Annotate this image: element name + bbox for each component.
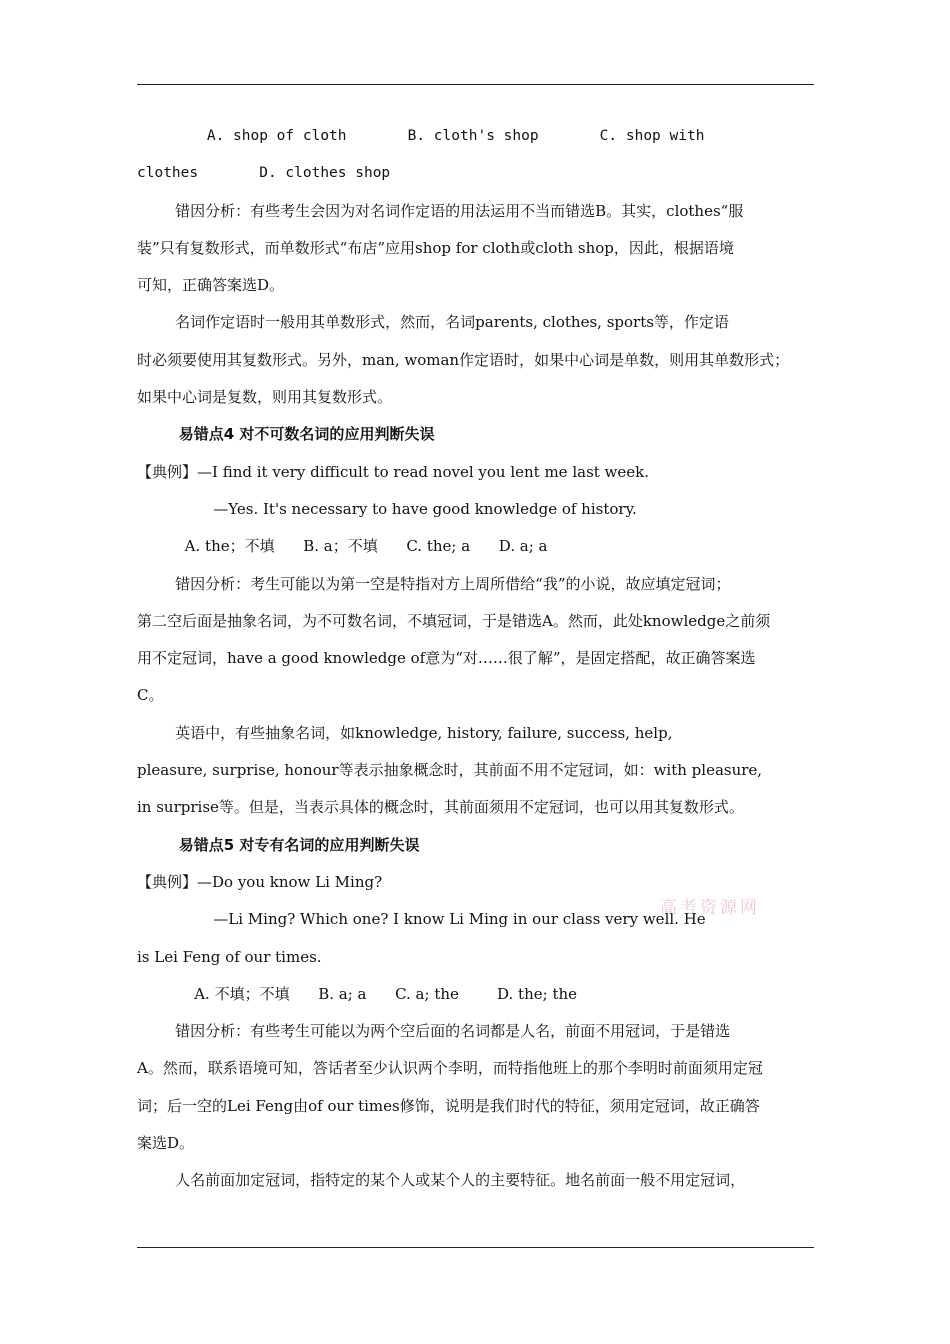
paragraph-line: pleasure, surprise, honour等表示抽象概念时，其前面不用不定冠词，如：with pleasure, <box>137 761 763 780</box>
example-line: —Yes. It's necessary to have good knowledge of history. <box>137 499 637 518</box>
paragraph-line: 错因分析：考生可能以为第一空是特指对方上周所借给“我”的小说，故应填定冠词； <box>137 574 731 593</box>
paragraph-line: in surprise等。但是，当表示具体的概念时，其前面须用不定冠词，也可以用其复数形式。 <box>137 798 744 817</box>
section-heading: 易错点5 对专有名词的应用判断失误 <box>137 835 420 854</box>
paragraph-line: 时必须要使用其复数形式。另外，man, woman作定语时，如果中心词是单数，则用其单数形式； <box>137 350 790 369</box>
paragraph-line: A。然而，联系语境可知，答话者至少认识两个李明，而特指他班上的那个李明时前面须用定冠 <box>137 1059 763 1078</box>
paragraph-line: 词；后一空的Lei Feng由of our times修饰，说明是我们时代的特征，须用定冠词，故正确答 <box>137 1096 760 1115</box>
section-heading: 易错点4 对不可数名词的应用判断失误 <box>137 425 435 444</box>
options-line: A. 不填；不填 B. a; a C. a; the D. the; the <box>137 984 578 1003</box>
example-line: 【典例】—Do you know Li Ming? <box>137 872 383 891</box>
paragraph-line: 英语中，有些抽象名词，如knowledge, history, failure, success, help, <box>137 723 673 742</box>
example-line: —Li Ming? Which one? I know Li Ming in our class very well. He <box>137 910 706 929</box>
paragraph-line: 用不定冠词，have a good knowledge of意为“对……很了解”，是固定搭配，故正确答案选 <box>137 649 756 668</box>
paragraph-line: 装”只有复数形式，而单数形式“布店”应用shop for cloth或cloth shop，因此，根据语境 <box>137 238 734 257</box>
options-line: clothes D. clothes shop <box>137 165 391 182</box>
footer-rule <box>137 1247 814 1248</box>
paragraph-line: C。 <box>137 686 164 705</box>
header-rule <box>137 84 814 85</box>
paragraph-line: 第二空后面是抽象名词，为不可数名词，不填冠词，于是错选A。然而，此处knowledge之前须 <box>137 611 771 630</box>
paragraph-line: 案选D。 <box>137 1134 195 1153</box>
example-line: 【典例】—I find it very difficult to read novel you lent me last week. <box>137 462 650 481</box>
document-body <box>137 118 814 1200</box>
paragraph-line: 错因分析：有些考生可能以为两个空后面的名词都是人名，前面不用冠词，于是错选 <box>137 1022 731 1041</box>
example-line: is Lei Feng of our times. <box>137 947 322 966</box>
paragraph-line: 错因分析：有些考生会因为对名词作定语的用法运用不当而错选B。其实，clothes“服 <box>137 201 744 220</box>
paragraph-line: 如果中心词是复数，则用其复数形式。 <box>137 388 393 407</box>
paragraph-line: 名词作定语时一般用其单数形式，然而，名词parents, clothes, sports等，作定语 <box>137 313 729 332</box>
paragraph-line: 可知，正确答案选D。 <box>137 276 285 295</box>
paragraph-line: 人名前面加定冠词，指特定的某个人或某个人的主要特征。地名前面一般不用定冠词， <box>137 1171 746 1190</box>
options-line: A. the；不填 B. a；不填 C. the; a D. a; a <box>137 537 548 556</box>
watermark: 高考资源网 <box>660 898 760 918</box>
options-line: A. shop of cloth B. cloth's shop C. shop with <box>137 128 705 144</box>
